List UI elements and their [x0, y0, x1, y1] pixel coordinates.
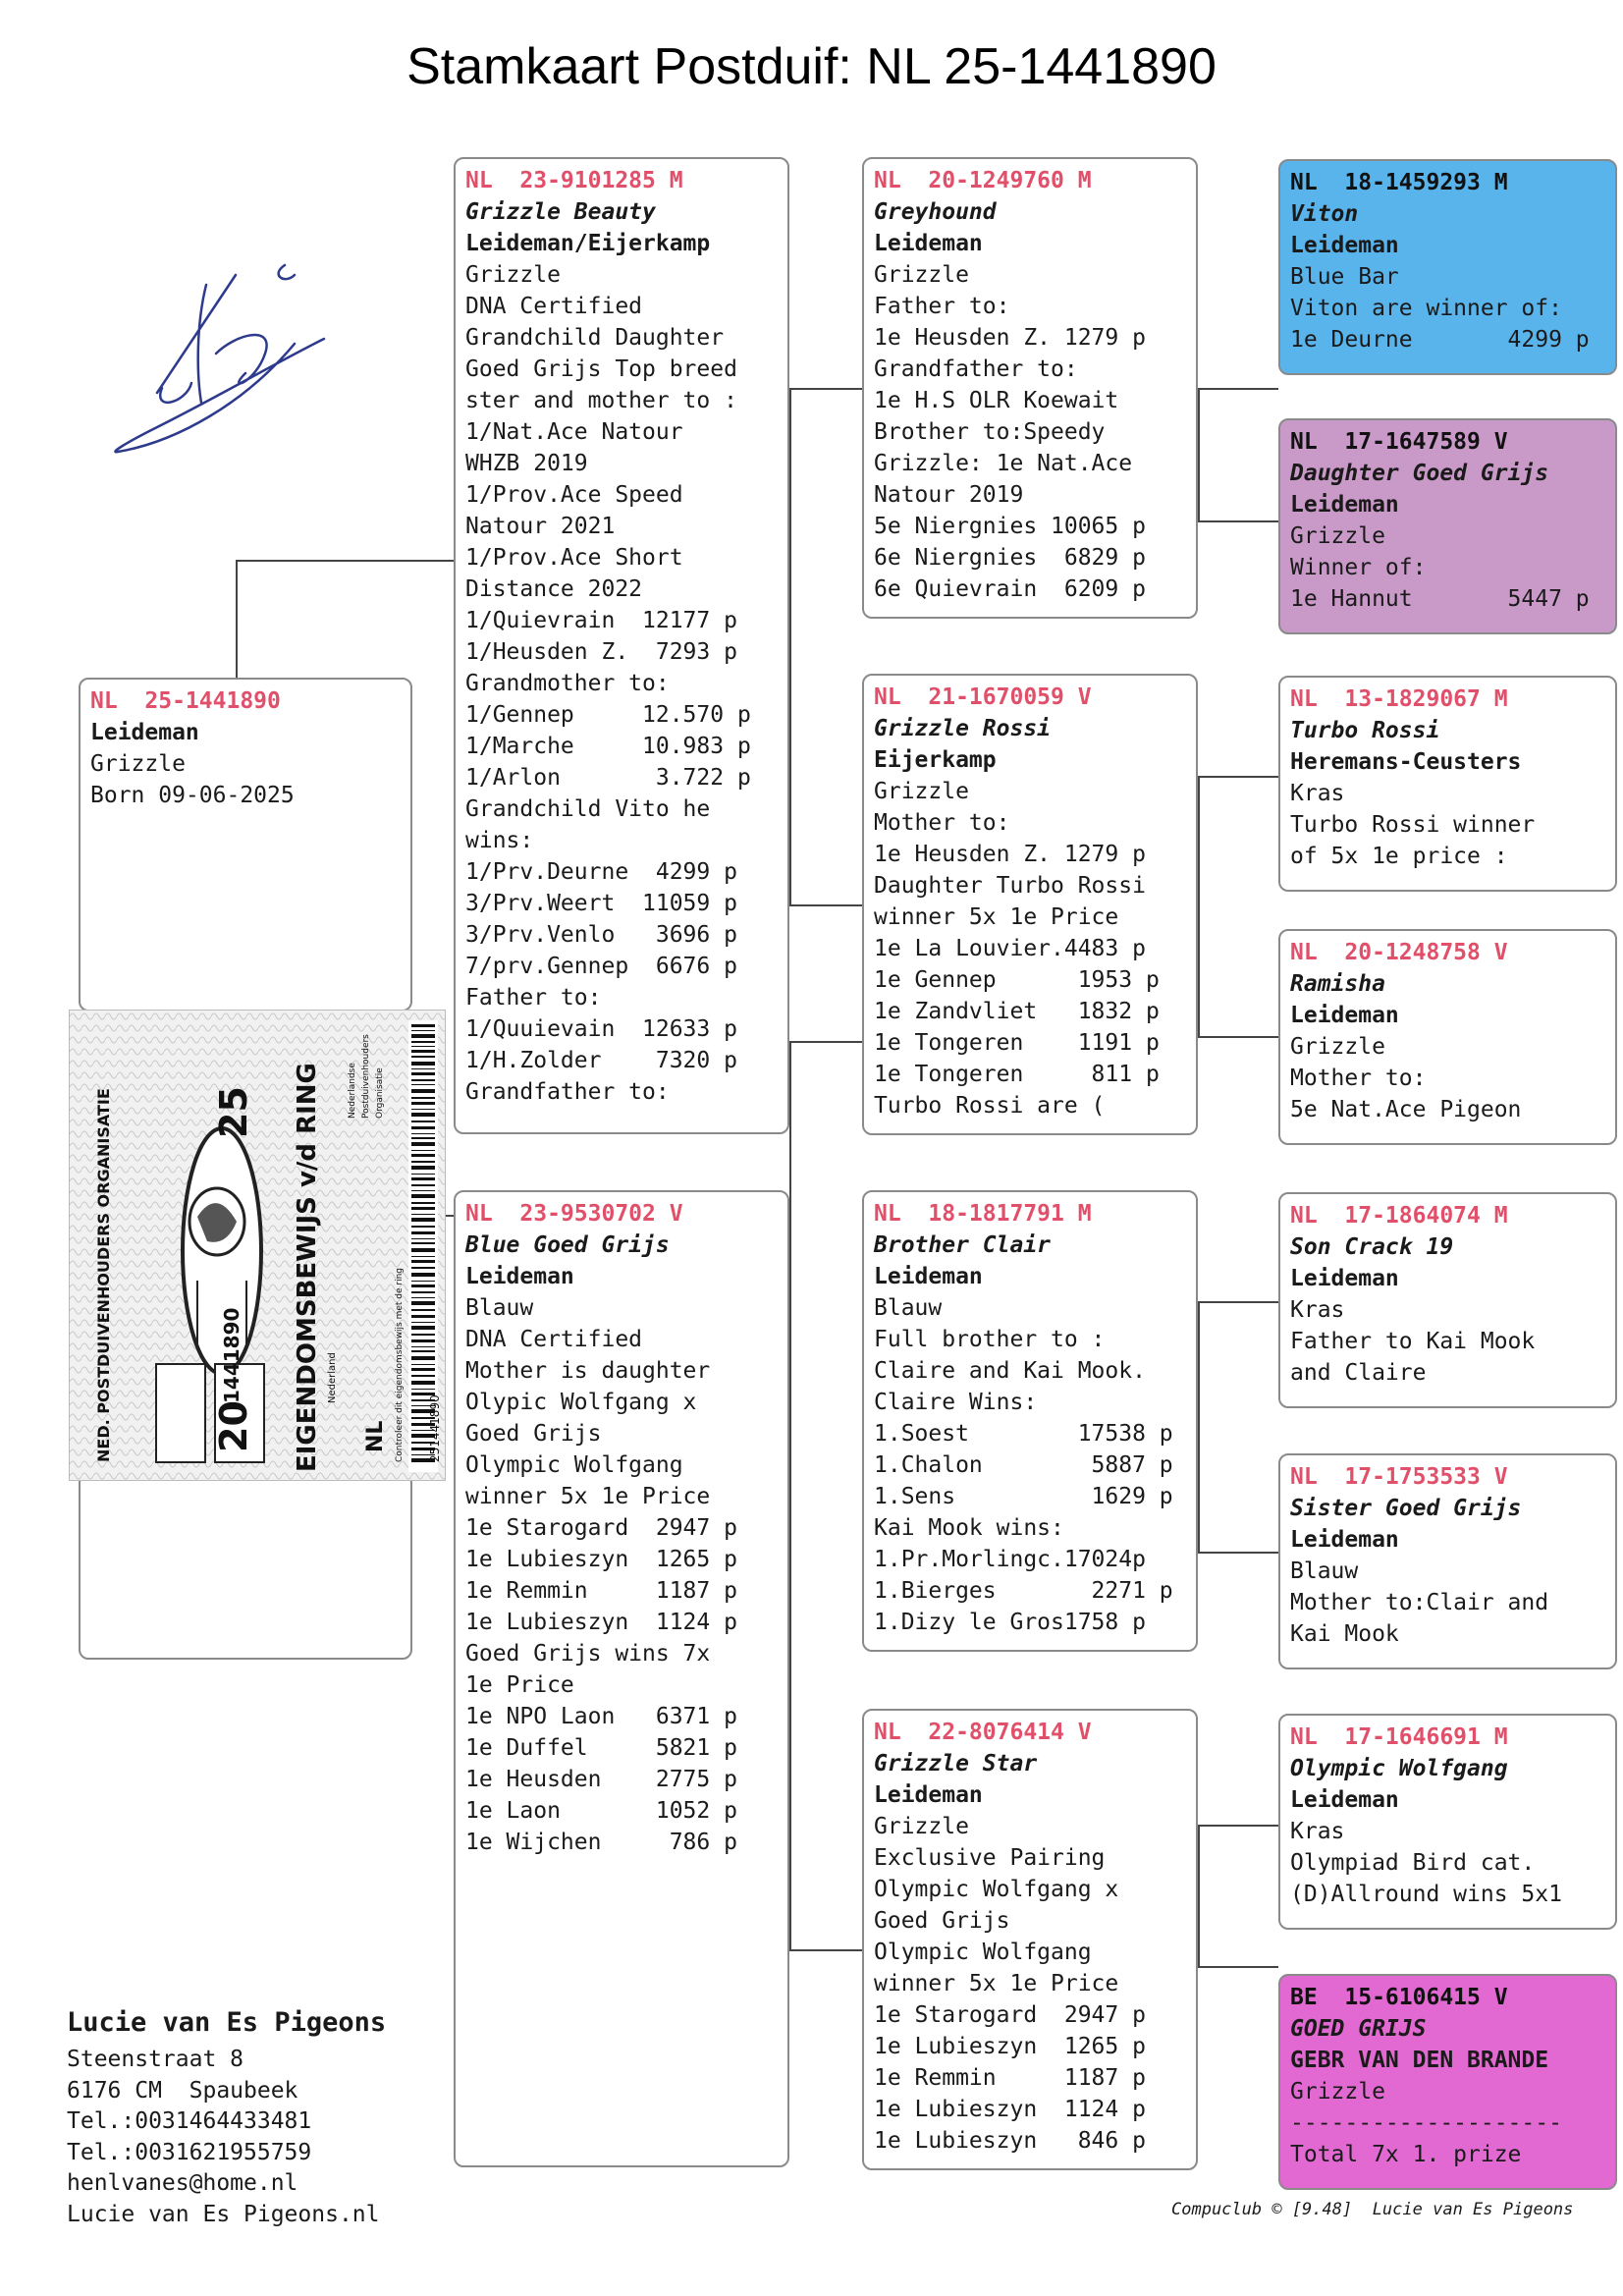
- contact-phone-2: Tel.:0031621955759: [67, 2139, 312, 2165]
- ggp-fmm-card: NL 20-1248758 V Ramisha Leideman Grizzle Mother to: 5e Nat.Ace Pigeon: [1278, 929, 1617, 1145]
- connector-mf: [1198, 1301, 1280, 1552]
- connector-father-bottom: [789, 904, 862, 906]
- grandmother-mm-card: NL 22-8076414 V Grizzle Star Leideman Grizzle Exclusive Pairing Olympic Wolfgang x Goed Grijs Olympic Wolfgang winner 5x 1e Price 1e Starogard 2947 p 1e Lubieszyn 1265 p 1e Remmin 1187 p 1e Lubieszyn 1124 p 1e Lubieszyn 846 p: [862, 1709, 1198, 2170]
- connector-fm: [1198, 776, 1280, 1036]
- ring-title: EIGENDOMSBEWIJS v/d RING: [293, 1063, 322, 1472]
- contact-postcode: 6176 CM Spaubeek: [67, 2077, 298, 2104]
- ring-year-left: 20: [212, 1400, 255, 1452]
- mm-name: Grizzle Star: [874, 1751, 1038, 1777]
- fmm-name: Ramisha: [1290, 971, 1385, 997]
- fmf-name: Turbo Rossi: [1290, 718, 1440, 743]
- father-breeder: Leideman/Eijerkamp: [465, 231, 711, 256]
- connector-mm: [1198, 1825, 1280, 1966]
- mfm-ring: NL 17-1753533 V: [1290, 1464, 1508, 1490]
- fff-name: Viton: [1290, 201, 1359, 227]
- mff-name: Son Crack 19: [1290, 1234, 1454, 1260]
- fmm-ring: NL 20-1248758 V: [1290, 940, 1508, 965]
- ggp-fff-card: NL 18-1459293 M Viton Leideman Blue Bar Viton are winner of: 1e Deurne 4299 p: [1278, 159, 1617, 375]
- father-name: Grizzle Beauty: [465, 199, 656, 225]
- connector-mm-bottom: [1198, 1966, 1278, 1968]
- signature: [98, 246, 373, 462]
- ffm-ring: NL 17-1647589 V: [1290, 429, 1508, 455]
- subject-card: [79, 678, 412, 1011]
- connector-fm-top: [1198, 776, 1278, 778]
- connector-father: [789, 388, 864, 904]
- contact-name: Lucie van Es Pigeons: [67, 2007, 387, 2038]
- connector-mf-bottom: [1198, 1552, 1278, 1554]
- mf-name: Brother Clair: [874, 1232, 1052, 1258]
- mf-ring: NL 18-1817791 M: [874, 1201, 1092, 1227]
- grandfather-mf-card: NL 18-1817791 M Brother Clair Leideman Blauw Full brother to : Claire and Kai Mook. Claire Wins: 1.Soest 17538 p 1.Chalon 5887 p 1.Sens 1629 p Kai Mook wins: 1.Pr.Morlingc.17024p 1.Bierges 2271 p 1.Dizy le Gros1758 p: [862, 1190, 1198, 1652]
- contact-email[interactable]: henlvanes@home.nl: [67, 2170, 298, 2196]
- subject-card-lower: [79, 1473, 412, 1660]
- ggp-mmm-card: BE 15-6106415 V GOED GRIJS GEBR VAN DEN BRANDE Grizzle -------------------- Total 7x 1. prize: [1278, 1974, 1617, 2190]
- contact-website[interactable]: Lucie van Es Pigeons.nl: [67, 2201, 380, 2227]
- mmf-name: Olympic Wolfgang: [1290, 1756, 1508, 1781]
- mfm-name: Sister Goed Grijs: [1290, 1496, 1522, 1521]
- connector-mother-top: [789, 1041, 862, 1043]
- ring-country-label: Nederland: [327, 1352, 338, 1403]
- connector-subject-top: [236, 560, 454, 562]
- connector-mother-bottom: [789, 1949, 862, 1951]
- father-ring: NL 23-9101285 M: [465, 168, 683, 193]
- contact-phone-1: Tel.:0031464433481: [67, 2108, 312, 2134]
- ring-brand-p: Postduivenhouders: [361, 1034, 371, 1119]
- contact-address: Steenstraat 8: [67, 2047, 244, 2072]
- grandmother-fm-card: NL 21-1670059 V Grizzle Rossi Eijerkamp Grizzle Mother to: 1e Heusden Z. 1279 p Daughter Turbo Rossi winner 5x 1e Price 1e La Louvier.4483 p 1e Gennep 1953 p 1e Zandvliet 1832 p 1e Tongeren 1191 p 1e Tongeren 811 p Turbo Rossi are (: [862, 674, 1198, 1135]
- connector-mother: [789, 1041, 864, 1949]
- ffm-name: Daughter Goed Grijs: [1290, 461, 1549, 486]
- ring-certificate: [69, 1010, 446, 1481]
- subject-breeder: Leideman: [90, 720, 199, 745]
- connector-fm-bottom: [1198, 1036, 1278, 1038]
- grandfather-ff-card: NL 20-1249760 M Greyhound Leideman Grizzle Father to: 1e Heusden Z. 1279 p Grandfather to: 1e H.S OLR Koewait Brother to:Speedy Grizzle: 1e Nat.Ace Natour 2019 5e Niergnies 10065 p 6e Niergnies 6829 p 6e Quievrain 6209 p: [862, 157, 1198, 619]
- ring-barcode-number: 251441890: [428, 1394, 442, 1462]
- ring-number: 1441890: [220, 1307, 243, 1403]
- fm-name: Grizzle Rossi: [874, 716, 1052, 741]
- contact-block: [67, 2001, 386, 2230]
- ring-org-text: NED. POSTDUIVENHOUDERS ORGANISATIE: [94, 1088, 113, 1462]
- ff-name: Greyhound: [874, 199, 997, 225]
- ggp-mmf-card: NL 17-1646691 M Olympic Wolfgang Leideman Kras Olympiad Bird cat. (D)Allround wins 5x1: [1278, 1714, 1617, 1930]
- father-card: NL 23-9101285 M Grizzle Beauty Leideman/Eijerkamp Grizzle DNA Certified Grandchild Daughter Goed Grijs Top breed ster and mother to : 1/Nat.Ace Natour WHZB 2019 1/Prov.Ace Speed Natour 2021 1/Prov.Ace Short Distance 2022 1/Quievrain 12177 p 1/Heusden Z. 7293 p Grandmother to: 1/Gennep 12.570 p 1/Marche 10.983 p 1/Arlon 3.722 p Grandchild Vito he wins: 1/Prv.Deurne 4299 p 3/Prv.Weert 11059 p 3/Prv.Venlo 3696 p 7/prv.Gennep 6676 p Father to: 1/Quuievain 12633 p 1/H.Zolder 7320 p Grandfather to:: [454, 157, 789, 1134]
- ring-note: Controleer dit eigendomsbewijs met de ring: [395, 1267, 405, 1462]
- ring-country: NL: [363, 1420, 388, 1452]
- ggp-fmf-card: NL 13-1829067 M Turbo Rossi Heremans-Ceusters Kras Turbo Rossi winner of 5x 1e price :: [1278, 676, 1617, 892]
- page-title: Stamkaart Postduif: NL 25-1441890: [406, 38, 1217, 95]
- connector-mf-top: [1198, 1301, 1278, 1303]
- mmf-ring: NL 17-1646691 M: [1290, 1724, 1508, 1750]
- fmf-ring: NL 13-1829067 M: [1290, 686, 1508, 712]
- mother-breeder: Leideman: [465, 1264, 574, 1289]
- mmm-ring: BE 15-6106415 V: [1290, 1985, 1508, 2010]
- mff-ring: NL 17-1864074 M: [1290, 1203, 1508, 1229]
- mm-ring: NL 22-8076414 V: [874, 1720, 1092, 1745]
- ring-year-right: 25: [212, 1086, 255, 1138]
- connector-mm-top: [1198, 1825, 1278, 1827]
- mmm-name: GOED GRIJS: [1290, 2016, 1427, 2042]
- mother-card: NL 23-9530702 V Blue Goed Grijs Leideman Blauw DNA Certified Mother is daughter Olypic Wolfgang x Goed Grijs Olympic Wolfgang winner 5x 1e Price 1e Starogard 2947 p 1e Lubieszyn 1265 p 1e Remmin 1187 p 1e Lubieszyn 1124 p Goed Grijs wins 7x 1e Price 1e NPO Laon 6371 p 1e Duffel 5821 p 1e Heusden 2775 p 1e Laon 1052 p 1e Wijchen 786 p: [454, 1190, 789, 2167]
- mother-name: Blue Goed Grijs: [465, 1232, 670, 1258]
- mother-ring: NL 23-9530702 V: [465, 1201, 683, 1227]
- ff-ring: NL 20-1249760 M: [874, 168, 1092, 193]
- ring-brand-o: Organisatie: [375, 1067, 385, 1119]
- fm-ring: NL 21-1670059 V: [874, 684, 1092, 710]
- ring-certificate-graphic: [70, 1011, 445, 1480]
- subject-born: Born 09-06-2025: [90, 783, 295, 808]
- connector-ff-top: [1198, 388, 1278, 390]
- connector-ff-bottom: [1198, 520, 1278, 522]
- subject-color: Grizzle: [90, 751, 186, 777]
- ggp-mff-card: NL 17-1864074 M Son Crack 19 Leideman Kras Father to Kai Mook and Claire: [1278, 1192, 1617, 1408]
- credit-text: Compuclub © [9.48] Lucie van Es Pigeons: [1171, 2200, 1574, 2219]
- ggp-ffm-card: NL 17-1647589 V Daughter Goed Grijs Leideman Grizzle Winner of: 1e Hannut 5447 p: [1278, 418, 1617, 634]
- ggp-mfm-card: NL 17-1753533 V Sister Goed Grijs Leideman Blauw Mother to:Clair and Kai Mook: [1278, 1453, 1617, 1669]
- connector-ff: [1198, 388, 1280, 520]
- fff-ring: NL 18-1459293 M: [1290, 170, 1508, 195]
- subject-ring: NL 25-1441890: [90, 688, 281, 714]
- ring-brand-n: Nederlandse: [348, 1063, 357, 1119]
- connector-father-top: [789, 388, 862, 390]
